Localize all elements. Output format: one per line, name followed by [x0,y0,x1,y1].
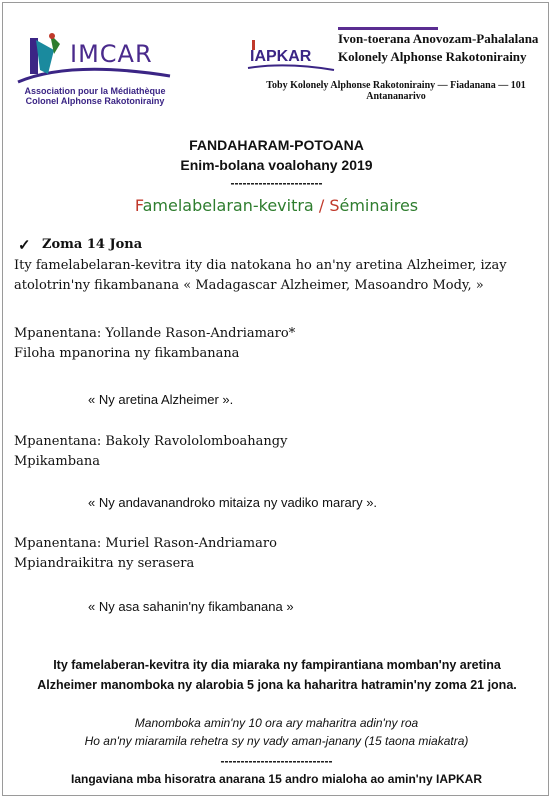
imcar-subtitle-line2: Colonel Alphonse Rakotonirainy [25,96,165,106]
checkmark-icon: ✓ [18,237,31,254]
document-title: FANDAHARAM-POTOANA [189,137,364,153]
exhibition-notice [14,655,540,695]
seminar-heading-malagasy: amelabelaran-kevitra [142,196,319,215]
institution-title-line2: Kolonely Alphonse Rakotonirainy [338,49,527,64]
iapkar-logo-name: IAPKAR [250,48,312,65]
speaker-role: Mpiandraikitra ny serasera [14,556,195,571]
speaker-name: Mpanentana: Bakoly Ravololomboahangy [14,434,288,449]
schedule-note-line1: Manomboka amin'ny 10 ora ary maharitra adin'ny roa [134,716,419,730]
speaker-topic: « Ny asa sahanin'ny fikambanana » [88,599,294,614]
speaker-role: Mpikambana [14,454,100,469]
schedule-note [0,714,553,750]
seminar-heading-slash: / [318,196,330,215]
seminar-heading-s: S [329,196,340,215]
title-separator: ----------------------- [230,176,323,190]
seminar-heading-f: F [134,196,143,215]
speaker-block [14,324,540,364]
speaker-topic: « Ny andavanandroko mitaiza ny vadiko marary ». [88,495,378,510]
speaker-name: Mpanentana: Muriel Rason-Andriamaro [14,536,277,551]
speaker-topic: « Ny aretina Alzheimer ». [88,392,234,407]
exhibition-notice-line2: Alzheimer manomboka ny alarobia 5 jona ka haharitra hatramin'ny zoma 21 jona. [37,678,517,692]
footer-separator: ---------------------------- [220,754,333,768]
institution-address: Toby Kolonely Alphonse Rakotonirainy — Fiadanana — 101 Antananarivo [266,80,526,102]
schedule-note-line2: Ho an'ny miaramila rehetra sy ny vady aman-janany (15 taona miakatra) [84,734,469,748]
session-date: Zoma 14 Jona [42,237,143,252]
session-intro-line1: Ity famelabelaran-kevitra ity dia natokana ho an'ny aretina Alzheimer, izay [14,258,507,273]
document-subtitle: Enim-bolana voalohany 2019 [180,157,373,173]
imcar-logo [10,30,180,106]
exhibition-notice-line1: Ity famelaberan-kevitra ity dia miaraka ny fampirantiana momban'ny aretina [53,658,501,672]
speaker-role: Filoha mpanorina ny fikambanana [14,346,240,361]
seminar-heading [0,196,553,215]
session-intro-line2: atolotrin'ny fikambanana « Madagascar Alzheimer, Masoandro Mody, » [14,278,484,293]
seminar-heading-french: éminaires [339,196,419,215]
iapkar-logo [246,38,336,74]
speaker-name: Mpanentana: Yollande Rason-Andriamaro* [14,326,296,341]
institution-title-line1: Ivon-toerana Anovozam-Pahalalana [338,31,539,46]
institution-title [338,30,544,66]
registration-notice: Iangaviana mba hisoratra anarana 15 andro mialoha ao amin'ny IAPKAR [71,772,482,786]
imcar-logo-name: IMCAR [70,40,153,68]
speaker-block [14,534,540,574]
imcar-logo-subtitle [10,86,180,106]
session-intro [14,256,540,296]
speaker-block [14,432,540,472]
imcar-subtitle-line1: Association pour la Médiathèque [24,86,166,96]
